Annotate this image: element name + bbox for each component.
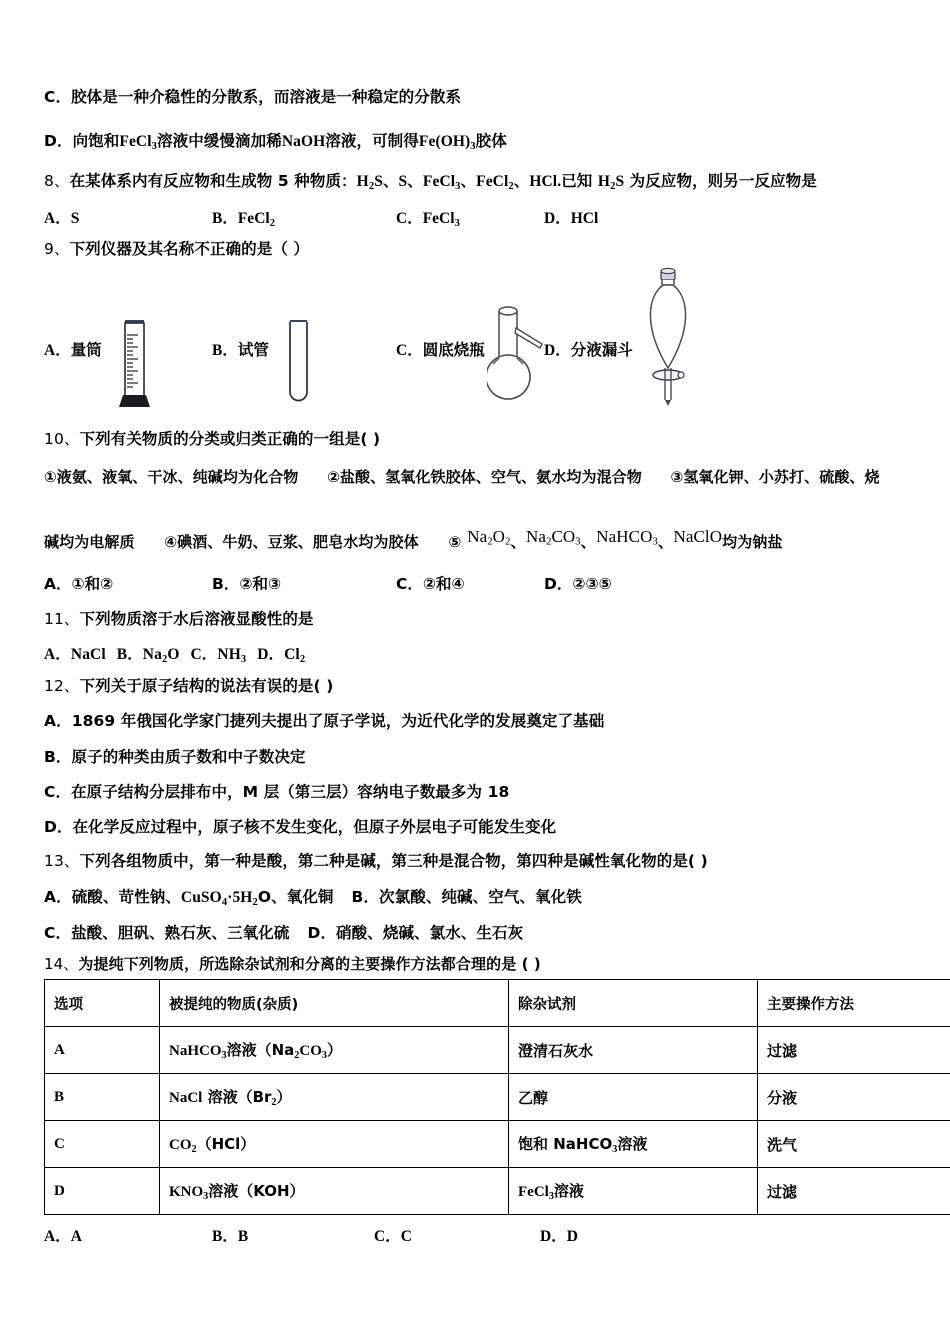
q10-item-3: ③氢氧化钾、小苏打、硫酸、烧: [670, 468, 880, 486]
q13-options-row2: [44, 924, 523, 944]
q8-sep-1: 、: [382, 172, 399, 190]
q10-stem: [44, 430, 380, 450]
q14-stem-text: 为提纯下列物质，所选除杂试剂和分离的主要操作方法都合理的是 ( ): [78, 955, 541, 973]
q10-stem-text: 下列有关物质的分类或归类正确的一组是( ): [79, 430, 381, 448]
q13-number: 13、: [44, 852, 80, 870]
q10-items-line2: [44, 527, 783, 552]
q13-option-b[interactable]: B．次氯酸、纯碱、空气、氧化铁: [351, 888, 582, 906]
graduated-cylinder-icon: [112, 317, 156, 409]
q14-option-d[interactable]: D．D: [540, 1228, 578, 1245]
q8-option-a[interactable]: A．S: [44, 210, 80, 227]
q12-option-c[interactable]: C．在原子结构分层排布中，M 层（第三层）容纳电子数最多为 18: [44, 783, 510, 801]
table-header-option: 选项: [45, 980, 160, 1027]
q10-item-5-marker: ⑤: [448, 533, 462, 552]
row-a-substance: NaHCO$_3$溶液$(Na_2CO_3)$: [160, 1027, 509, 1074]
q12-option-d[interactable]: D．在化学反应过程中，原子核不发生变化，但原子外层电子可能发生变化: [44, 818, 557, 836]
q12-stem: [44, 677, 333, 697]
row-b-substance: NaCl 溶液$(Br_2)$: [160, 1074, 509, 1121]
table-row: [45, 1168, 950, 1215]
q8-option-d[interactable]: D．HCl: [544, 210, 599, 227]
table-row: [45, 1027, 950, 1074]
q8-formula-h2s-2: $H_2S$: [597, 173, 625, 192]
q10-option-c[interactable]: C．②和④: [396, 575, 465, 593]
q13-options-row1: [44, 888, 582, 910]
q10-option-a[interactable]: A．①和②: [44, 575, 114, 593]
q10-item-4: ④碘酒、牛奶、豆浆、肥皂水均为胶体: [164, 533, 419, 552]
purification-table: [44, 979, 950, 1215]
q12-option-b[interactable]: B．原子的种类由质子数和中子数决定: [44, 748, 306, 766]
q14-option-a[interactable]: A．A: [44, 1228, 82, 1245]
q8-sep-2: 、: [407, 172, 423, 190]
row-b-option: B: [45, 1074, 160, 1121]
q9-option-c[interactable]: C．圆底烧瓶: [396, 341, 485, 359]
q14-number: 14、: [44, 955, 79, 973]
row-d-substance: $KNO_3$溶液（KOH）: [160, 1168, 509, 1215]
table-header-row: [45, 980, 950, 1027]
q7-option-d: [44, 132, 507, 154]
q10-formula-sep-2: 、: [580, 533, 597, 552]
q8-stem-text-c: 为反应物，则另一反应物是: [624, 172, 817, 190]
q12-stem-text: 下列关于原子结构的说法有误的是( ): [79, 677, 334, 695]
q7-formula-naoh: NaOH: [281, 133, 326, 150]
q9-option-d[interactable]: D．分液漏斗: [544, 341, 633, 359]
q9-stem-text: 下列仪器及其名称不正确的是（ ）: [69, 240, 310, 258]
test-tube-icon: [281, 318, 315, 410]
q7-option-d-pre: D．向饱和: [44, 132, 120, 150]
q13-stem-text: 下列各组物质中，第一种是酸，第二种是碱，第三种是混合物，第四种是碱性氧化物的是( ): [79, 852, 708, 870]
q8-sep-4: 、: [513, 172, 530, 190]
q11-stem-text: 下列物质溶于水后溶液显酸性的是: [79, 610, 314, 628]
q11-options: [44, 646, 305, 667]
q7-option-c: C．胶体是一种介稳性的分散系，而溶液是一种稳定的分散系: [44, 88, 462, 106]
row-b-reagent: 乙醇: [509, 1074, 758, 1121]
q10-formula-na2o2: $Na_2O_2$: [467, 527, 511, 548]
row-d-option: D: [45, 1168, 160, 1215]
q8-formula-h2s-1: $H_2S$: [356, 173, 383, 192]
q12-option-a[interactable]: A．1869 年俄国化学家门捷列夫提出了原子学说，为近代化学的发展奠定了基础: [44, 712, 605, 730]
q10-formula-sep-1: 、: [510, 533, 527, 552]
row-c-method: 洗气: [758, 1121, 950, 1168]
q11-stem: [44, 610, 314, 630]
row-a-method: 过滤: [758, 1027, 950, 1074]
q13-stem: [44, 852, 708, 872]
q10-item-3-cont: 碱均为电解质: [44, 533, 135, 552]
q9-number: 9、: [44, 240, 70, 258]
q10-item-2: ②盐酸、氢氧化铁胶体、空气、氨水均为混合物: [327, 468, 642, 486]
q8-sep-3: 、: [460, 172, 477, 190]
q8-stem-text-b: 已知: [561, 172, 598, 190]
q9-option-a[interactable]: A．量筒: [44, 341, 102, 359]
q11-option-c[interactable]: C．$NH_3$: [190, 646, 247, 665]
row-b-method: 分液: [758, 1074, 950, 1121]
row-a-reagent: 澄清石灰水: [509, 1027, 758, 1074]
row-c-option: C: [45, 1121, 160, 1168]
q10-formula-nahco3: NaHCO$_3$: [596, 527, 658, 548]
q11-option-b[interactable]: B．$Na_2O$: [116, 646, 180, 665]
q8-formula-s: S: [398, 173, 408, 190]
q8-option-c[interactable]: C．FeCl$_3$: [396, 210, 460, 229]
q10-formula-naclo: NaClO: [673, 527, 723, 546]
q14-option-b[interactable]: B．B: [212, 1228, 249, 1245]
row-d-method: 过滤: [758, 1168, 950, 1215]
q10-option-b[interactable]: B．②和③: [212, 575, 282, 593]
q10-item-1: ①液氨、液氧、干冰、纯碱均为化合物: [44, 468, 299, 486]
q13-option-a[interactable]: A．硫酸、苛性钠、$CuSO_4\cdot 5H_2O$、氧化铜: [44, 888, 334, 908]
q10-option-d[interactable]: D．②③⑤: [544, 575, 612, 593]
q8-stem-text-a: 在某体系内有反应物和生成物 5 种物质：: [69, 172, 357, 190]
q14-option-c[interactable]: C．C: [374, 1228, 412, 1245]
table-header-method: 主要操作方法: [758, 980, 950, 1027]
round-bottom-flask-icon: [487, 302, 549, 407]
q13-option-d[interactable]: D．硝酸、烧碱、氯水、生石灰: [307, 924, 524, 942]
row-d-reagent: FeCl$_3$溶液: [509, 1168, 758, 1215]
q10-number: 10、: [44, 430, 80, 448]
table-header-substance: 被提纯的物质(杂质): [160, 980, 509, 1027]
q11-number: 11、: [44, 610, 80, 628]
q8-stem: [44, 172, 817, 194]
q8-formula-hcl: HCl.: [529, 173, 562, 190]
q8-formula-fecl3: FeCl$_3$: [422, 173, 461, 192]
table-header-reagent: 除杂试剂: [509, 980, 758, 1027]
q10-items-line1: [44, 468, 880, 486]
q9-option-b[interactable]: B．试管: [212, 341, 269, 359]
q7-option-d-end: 胶体: [475, 132, 507, 150]
row-c-substance: $CO_2(HCl)$: [160, 1121, 509, 1168]
q10-formula-sep-3: 、: [657, 533, 674, 552]
q8-option-b[interactable]: B．FeCl$_2$: [212, 210, 275, 229]
q9-stem: [44, 240, 309, 260]
q8-number: 8、: [44, 172, 70, 190]
q10-formula-na2co3: $Na_2CO_3$: [526, 527, 581, 548]
q10-item-5-tail: 均为钠盐: [722, 533, 783, 552]
q11-option-d[interactable]: D．$Cl_2$: [257, 646, 306, 665]
q12-number: 12、: [44, 677, 80, 695]
q11-option-a[interactable]: A．NaCl: [44, 646, 106, 663]
q7-formula-fecl3: FeCl$_3$: [119, 133, 157, 152]
row-a-option: A: [45, 1027, 160, 1074]
q7-option-d-mid2: 溶液，可制得: [325, 132, 419, 150]
table-row: [45, 1121, 950, 1168]
q14-stem: [44, 955, 541, 974]
q7-option-d-mid: 溶液中缓慢滴加稀: [157, 132, 282, 150]
q7-formula-feoh3: $Fe(OH)_3$: [418, 133, 476, 152]
q13-option-c[interactable]: C．盐酸、胆矾、熟石灰、三氧化硫: [44, 924, 290, 942]
table-row: [45, 1074, 950, 1121]
separating-funnel-icon: [640, 268, 696, 408]
q8-formula-fecl2: FeCl$_2$: [476, 173, 514, 192]
row-c-reagent: 饱和 NaHCO$_3$溶液: [509, 1121, 758, 1168]
